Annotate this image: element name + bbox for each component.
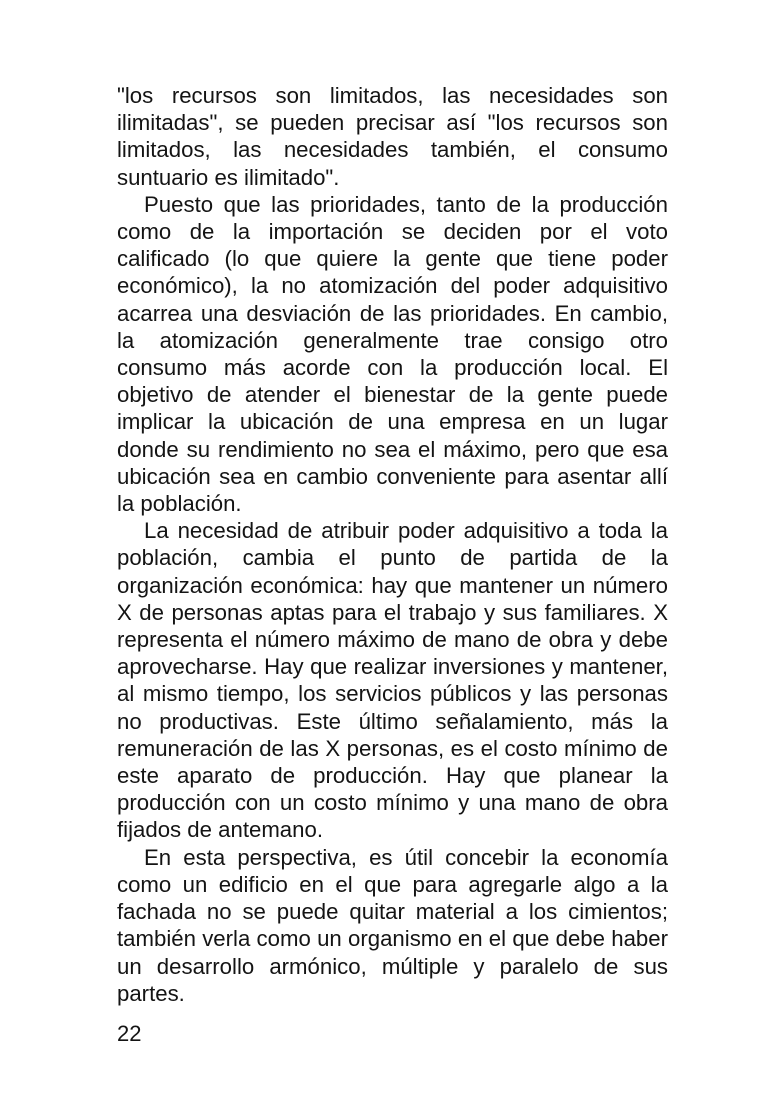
body-text [117, 82, 668, 1007]
paragraph-continuation: "los recursos son limitados, las necesidades son ilimitadas", se pueden precisar así "los recursos son limitados, las necesidades también, el consumo suntuario es ilimitado". [117, 83, 668, 190]
paragraph: En esta perspectiva, es útil concebir la economía como un edificio en el que para agregarle algo a la fachada no se puede quitar material a los cimientos; también verla como un organismo en el que debe haber un desarrollo armónico, múltiple y paralelo de sus partes. [117, 844, 668, 1006]
paragraph: La necesidad de atribuir poder adquisitivo a toda la población, cambia el punto de partida de la organización económica: hay que mantener un número X de personas aptas para el trabajo y sus familiares. X representa el número máximo de mano de obra y debe aprovecharse. Hay que realizar inversiones y mantener, al mismo tiempo, los servicios públicos y las personas no productivas. Este último señalamiento, más la remuneración de las X personas, es el costo mínimo de este aparato de producción. Hay que planear la producción con un costo mínimo y una mano de obra fijados de antemano. [117, 518, 668, 843]
page-number: 22 [117, 1021, 142, 1046]
paragraph: Puesto que las prioridades, tanto de la producción como de la importación se deciden por el voto calificado (lo que quiere la gente que tiene poder económico), la no atomización del poder adquisitivo acarrea una desviación de las prioridades. En cambio, la atomización generalmente trae consigo otro consumo más acorde con la producción local. El objetivo de atender el bienestar de la gente puede implicar la ubicación de una empresa en un lugar donde su rendimiento no sea el máximo, pero que esa ubicación sea en cambio conveniente para asentar allí la población. [117, 191, 668, 517]
